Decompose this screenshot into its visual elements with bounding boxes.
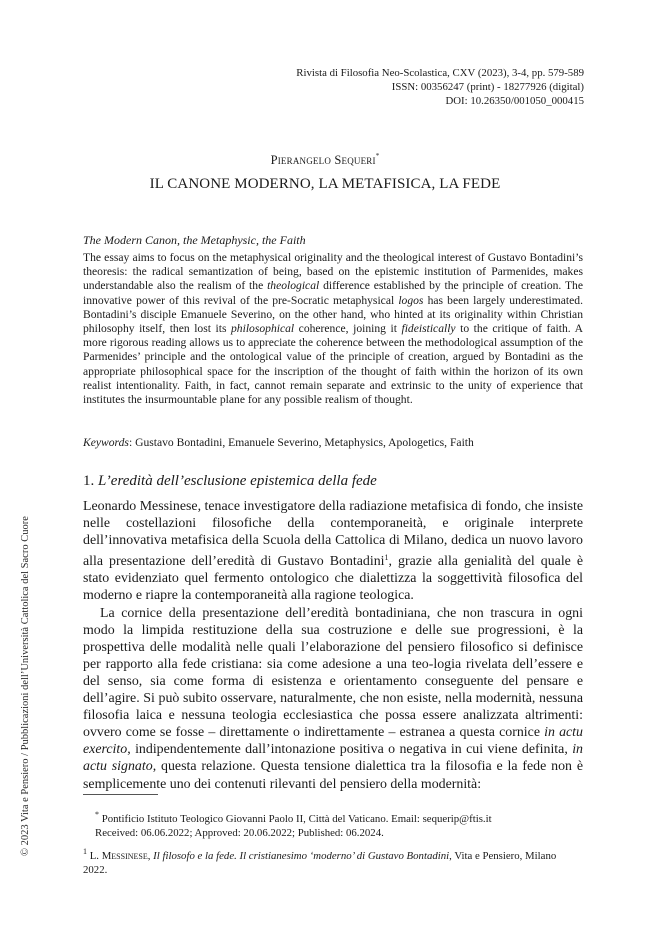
footnote-author-affiliation	[83, 808, 583, 840]
body-emphasis: in actu exercito	[83, 725, 583, 758]
body-paragraph-2	[83, 605, 583, 793]
footnote-mark: 1	[83, 847, 87, 857]
abstract-emphasis: theological	[267, 279, 320, 293]
body-text-run: , grazie alla genialità del quale è stato evidenziato quel fermento ontologico che dialettizza la soggettività filosofica del moderno e riapre la contemporaneità alla ragione teologica.	[83, 554, 583, 604]
abstract-paragraph	[83, 251, 583, 407]
footnote-publisher: , Vita e Pensiero, Milano 2022.	[83, 850, 557, 876]
journal-citation: Rivista di Filosofia Neo-Scolastica, CXV (2023), 3-4, pp. 579-589	[296, 67, 584, 79]
abstract-emphasis: logos	[398, 293, 424, 307]
footnote-author: L. Messinese	[87, 850, 148, 863]
footnote-ref-1[interactable]: 1	[384, 553, 389, 563]
issn: ISSN: 00356247 (print) - 18277926 (digital)	[391, 81, 584, 93]
footnote-affiliation-line	[95, 808, 583, 827]
body-text-run: Leonardo Messinese, tenace investigatore della radiazione metafisica di fondo, che insiste nelle costellazioni filosofiche della contemporaneità, e originale interprete dell’innovativa metafisica della Scuola della Cattolica di Milano, dedica un nuovo lavoro alla presentazione dell’eredità di Gustavo Bontadini	[83, 499, 583, 570]
body-emphasis: in actu signato	[83, 742, 583, 775]
keywords-list: : Gustavo Bontadini, Emanuele Severino, Metaphysics, Apologetics, Faith	[128, 436, 474, 449]
footnote-book-title: Il filosofo e la fede. Il cristianesimo ‘moderno’ di Gustavo Bontadini	[153, 850, 450, 863]
article-title: IL CANONE MODERNO, LA METAFISICA, LA FEDE	[149, 176, 501, 192]
body-text-run: , indipendentemente dall’intonazione positiva o negativa in cui viene definita,	[127, 742, 573, 758]
body-text-run: , questa relazione. Questa tensione dialettica tra la filosofia e la fede non è semplicemente uno dei contenuti rilevanti del pensiero della modernità:	[83, 759, 584, 792]
footnote-divider	[83, 794, 158, 795]
abstract-text: has been largely underestimated. Bontadini’s disciple Emanuele Severino, on the other hand, who hinted at its originality within Christian philosophy itself, then lost its	[83, 293, 583, 336]
footnote-separator: ,	[147, 850, 154, 863]
footnotes	[83, 808, 583, 882]
footnote-mark: *	[95, 810, 99, 819]
doi: DOI: 10.26350/001050_000415	[445, 95, 584, 107]
author-footnote-mark: *	[375, 152, 380, 160]
footnote-1	[83, 845, 583, 877]
keywords	[83, 436, 583, 450]
author-name-text: Pierangelo Sequeri	[270, 153, 376, 167]
footnote-dates: Received: 06.06.2022; Approved: 20.06.2022; Published: 06.2024.	[95, 826, 384, 839]
section-heading	[83, 473, 377, 490]
abstract-text: difference established by the principle of creation. The innovative power of this revival of the pre-Socratic metaphysical	[83, 279, 583, 307]
abstract	[83, 251, 583, 407]
section-number: 1.	[83, 473, 98, 489]
abstract-emphasis: fideistically	[401, 322, 456, 336]
author-name	[0, 152, 650, 168]
abstract-text: The essay aims to focus on the metaphysical originality and the theological interest of Gustavo Bontadini’s theoresis: the radical semantization of being, based on the epistemic institution of Parmenides, makes understandable also the realism of the	[83, 251, 583, 293]
keywords-label: Keywords	[83, 436, 129, 449]
body-text-run: La cornice della presentazione dell’eredità bontadiniana, che non trascura in ogni modo la limpida restituzione della sua costruzione e delle sue progressioni, è la prospettiva delle modalità nelle quali l’elaborazione del pensiero filosofico si definisce per rapporto alla fede cristiana: sia come adesione a una teo-logia rivelata dell’essere e del senso, sia come forma di esistenza e orientamento conseguente del pensare e dell’agire. Si può subito osservare, naturalmente, che non esiste, nella modernità, nessuna filosofia laica e nessuna teologia ecclesiastica che possa essere analizzata altrimenti: ovvero come se fosse – direttamente o indirettamente – estranea a questa cornice	[83, 605, 583, 741]
journal-header	[164, 66, 584, 108]
abstract-text: to the critique of faith. A more rigorous reading allows us to appreciate the coherence between the methodological assumption of the Parmenides’ principle and the ontological value of the principle of creation, argued by Bontadini as the appropriate philosophical space for the inscription of the thought of faith within the horizon of its own realist intentionality. Faith, in fact, cannot remain separate and extrinsic to the unity of experience that institutes the insurmountable plane for any possible realism of thought.	[83, 322, 583, 407]
english-title: The Modern Canon, the Metaphysic, the Faith	[83, 233, 306, 247]
copyright-side-note: © 2023 Vita e Pensiero / Pubblicazioni dell’Università Cattolica del Sacro Cuore	[20, 516, 31, 856]
footnote-affiliation: Pontificio Istituto Teologico Giovanni Paolo II, Città del Vaticano. Email: sequerip@ftis.it	[99, 813, 492, 825]
abstract-text: coherence, joining it	[294, 322, 402, 336]
body-paragraph-1	[83, 498, 583, 605]
body-text	[83, 498, 583, 793]
abstract-emphasis: philosophical	[231, 322, 295, 336]
section-title: L’eredità dell’esclusione epistemica della fede	[98, 473, 377, 489]
